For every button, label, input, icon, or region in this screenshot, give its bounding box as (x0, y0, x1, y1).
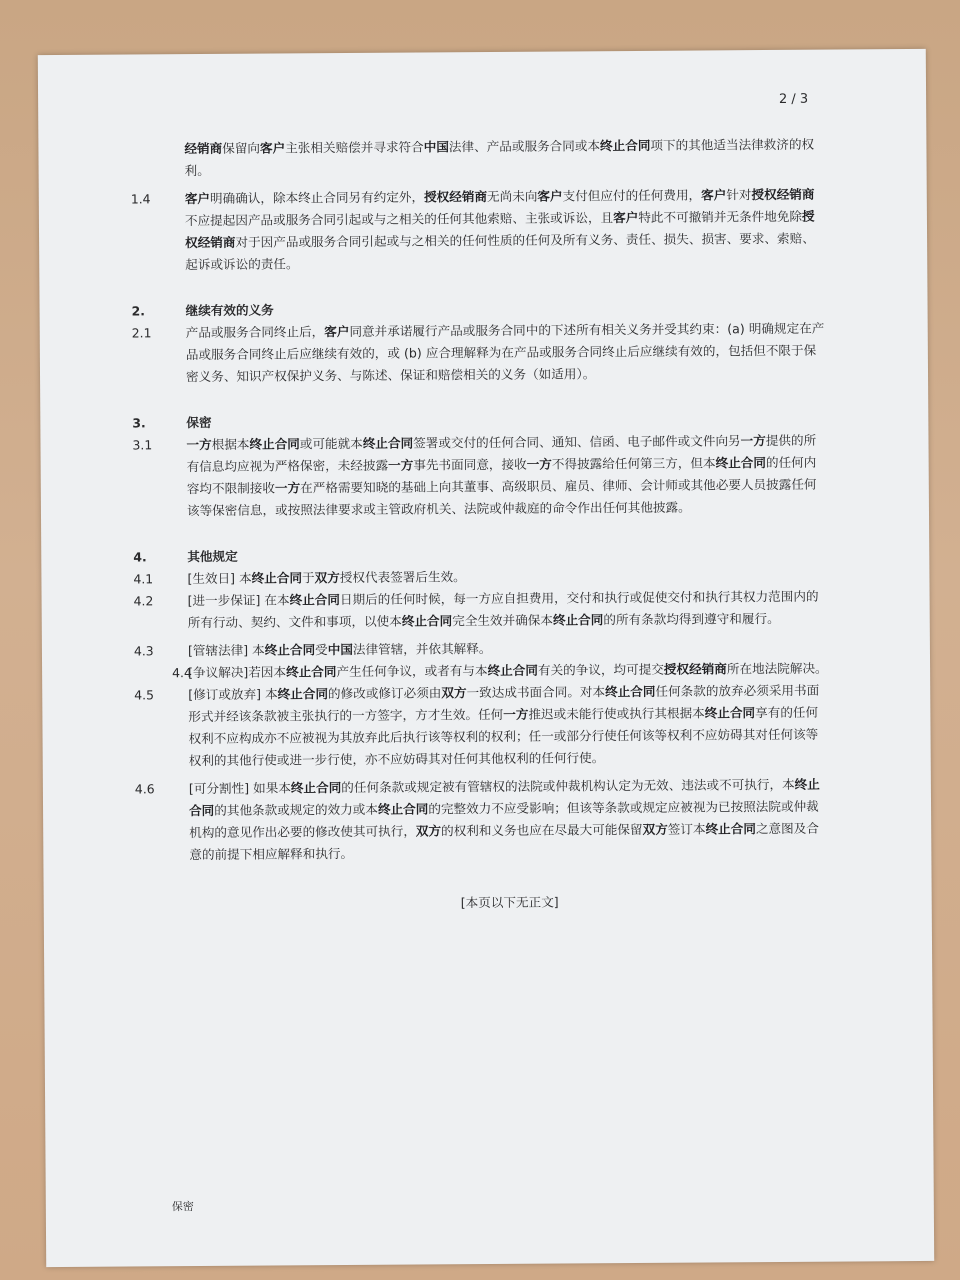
text-run: 完全生效并确保本 (452, 612, 554, 629)
text-run: 的所有条款均得到遵守和履行。 (603, 610, 780, 628)
text-run: 日期后的任何时候，每一方应自担费用，交付和执行或促使交付和执行其权力范围内的所有行动、契约、文件和事项，以使本 (187, 588, 819, 631)
text-run: [生效日] 本 (187, 570, 252, 587)
bold-term: 终止合同 (290, 780, 342, 796)
bold-term: 授权经销商 (663, 661, 727, 677)
bold-term: 一方 (388, 457, 414, 473)
bold-term: 终止合同 (605, 683, 656, 700)
bold-term: 授权经销商 (751, 186, 815, 203)
bold-term: 客户 (324, 323, 350, 340)
text-run: 授权代表签署后生效。 (339, 569, 466, 586)
section-number: 2. (131, 303, 145, 319)
text-run: 根据本 (211, 436, 250, 452)
bold-term: 双方 (441, 685, 467, 701)
bold-term: 终止合同 (552, 612, 604, 628)
clause-1-4 (131, 184, 826, 277)
bold-term: 客户 (701, 187, 727, 203)
bold-term: 一方 (740, 433, 766, 449)
bold-term: 终止合同 (715, 455, 767, 471)
section-title: 保密 (186, 414, 212, 431)
text-run: 推迟或未能行使或执行其根据本 (528, 705, 705, 722)
text-run: 的任何内容均不限制接收 (186, 454, 817, 497)
bold-term: 双方 (314, 570, 340, 586)
text-run: 项下的其他适当法律救济的权利。 (184, 136, 815, 179)
bold-term: 客户 (184, 190, 211, 207)
bold-term: 一方 (526, 456, 552, 472)
bold-term: 授权经销商 (185, 208, 815, 251)
bold-term: 终止合同 (487, 662, 538, 678)
clause-number: 4.3 (133, 643, 154, 659)
bold-term: 终止合同 (401, 613, 453, 629)
clause-number: 4.6 (134, 781, 155, 797)
bold-term: 终止合同 (251, 570, 303, 586)
clause-1-3-text (184, 134, 824, 182)
end-of-text-note: [本页以下无正文] (460, 894, 559, 911)
text-run: 产生任何争议，或者有与本 (336, 662, 488, 680)
bold-term: 中国 (327, 641, 353, 658)
bold-term: 终止合同 (264, 642, 316, 658)
bold-term: 授权经销商 (424, 188, 488, 205)
text-run: [进一步保证] 在本 (187, 592, 290, 609)
clause-4-2-text (188, 586, 828, 634)
clause-3-1-text (186, 430, 827, 522)
clause-4-6 (135, 774, 830, 867)
clause-4-5 (134, 680, 829, 773)
bold-term: 终止合同 (705, 821, 756, 837)
clause-2-1-text (186, 318, 826, 388)
text-run: 的完整效力不应受影响；但该等条款或规定应被视为已按照法院或仲裁机构的意见作出必要的修改使其可执行， (189, 798, 819, 841)
text-run: 在严格需要知晓的基础上向其董事、高级职员、雇员、律师、会计师或其他必要人员披露任何该等保密信息，或按照法律要求或主管政府机关、法院或仲裁庭的命令作出任何其他披露。 (186, 476, 817, 519)
text-run: 一致达成书面合同。对本 (466, 684, 606, 701)
bold-term: 终止合同 (599, 137, 651, 154)
text-run: [争议解决]若因本 (188, 664, 287, 681)
bold-term: 一方 (186, 436, 212, 453)
text-run: 受 (315, 642, 328, 658)
text-run: 法律、产品或服务合同或本 (448, 138, 601, 155)
clause-2-1 (132, 318, 826, 389)
text-run: 保留向 (222, 140, 261, 156)
section-title: 其他规定 (187, 548, 238, 565)
clause-number: 4.1 (133, 571, 154, 587)
section-number: 3. (132, 415, 146, 431)
clause-1-4-text (185, 184, 826, 276)
text-run: 的修改或修订必须由 (327, 685, 442, 702)
bold-term: 终止合同 (277, 686, 329, 702)
clause-number: 4.4 (172, 665, 192, 681)
clause-number: 4.5 (134, 687, 155, 703)
clause-number: 2.1 (131, 325, 152, 341)
clause-4-2 (134, 586, 828, 635)
text-run: [管辖法律] 本 (187, 642, 265, 659)
page-number: 2 / 3 (778, 91, 809, 107)
text-run: 提供的所有信息均应视为严格保密，未经披露 (186, 432, 817, 475)
document-body (130, 134, 829, 917)
text-run: 享有的任何权利不应构成亦不应被视为其放弃此后执行该等权利的权利；任一或部分行使任何该等权利不应妨碍其对任何该等权利的其他行使或进一步行使，亦不应妨碍其对任何其他权利的任何行使。 (188, 704, 819, 769)
section-title: 继续有效的义务 (185, 302, 274, 319)
bold-term: 终止合同 (249, 436, 300, 452)
clause-3-1 (132, 430, 827, 523)
clause-4-6-text (189, 774, 830, 866)
text-run: 不应提起因产品或服务合同引起或与之相关的任何其他索赔、主张或诉讼，且 (184, 210, 614, 229)
text-run: 事先书面同意，接收 (413, 456, 527, 473)
bold-term: 双方 (415, 823, 442, 839)
text-run: 于 (301, 570, 315, 586)
text-run: 签署或交付的任何合同、通知、信函、电子邮件或文件向另 (413, 433, 741, 451)
text-run: 对于因产品或服务合同引起或与之相关的任何性质的任何及所有义务、责任、损失、损害、要求、索赔、起诉或诉讼的责任。 (185, 230, 815, 273)
bold-term: 客户 (613, 209, 639, 226)
text-run: 签订本 (667, 821, 706, 837)
text-run: 支付但应付的任何费用， (562, 187, 702, 204)
text-run: 所在地法院解决。 (726, 660, 828, 677)
bold-term: 终止合同 (286, 664, 337, 680)
bold-term: 终止合同 (289, 592, 341, 608)
text-run: 有关的争议，均可提交 (537, 661, 664, 678)
bold-term: 终止合同 (362, 435, 414, 451)
bold-term: 终止合同 (704, 705, 756, 721)
text-run: 针对 (726, 187, 752, 203)
text-run: 的权利和义务也应在尽最大可能保留 (441, 821, 643, 839)
text-run: 同意并承诺履行产品或服务合同中的下述所有相关义务并受其约束：(a) 明确规定在产品或服务合同终止后应继续有效的，或 (b) 应合理解释为在产品或服务合同终止后应继续有效的，包括但不限于保密义务、知识产权保护义务、与陈述、保证和赔偿相关的义务（如适用）。 (185, 320, 825, 385)
clause-number: 4.2 (133, 593, 154, 609)
text-run: 的任何条款或规定被有管辖权的法院或仲裁机构认定为无效、违法或不可执行，本 (341, 776, 795, 796)
text-run: 不得披露给任何第三方，但本 (551, 455, 716, 472)
clause-number: 1.4 (130, 191, 151, 207)
text-run: 法律管辖，并依其解释。 (352, 640, 492, 657)
clause-4-5-text (188, 680, 829, 772)
bold-term: 终止合同 (189, 776, 820, 819)
text-run: [修订或放弃] 本 (188, 686, 278, 703)
bold-term: 客户 (537, 188, 563, 204)
bold-term: 经销商 (184, 140, 223, 157)
confidential-footer: 保密 (171, 1200, 194, 1214)
bold-term: 终止合同 (377, 801, 429, 817)
text-run: 无尚未向 (486, 188, 538, 204)
text-run: 特此不可撤销并无条件地免除 (638, 208, 803, 225)
bold-term: 中国 (423, 139, 449, 155)
document-page (38, 49, 934, 1267)
text-run: 产品或服务合同终止后， (185, 324, 325, 341)
text-run: 之意图及合意的前提下相应解释和执行。 (189, 820, 819, 863)
bold-term: 客户 (259, 140, 286, 156)
bold-term: 一方 (274, 480, 301, 496)
bold-term: 一方 (503, 706, 529, 722)
bold-term: 双方 (642, 821, 668, 837)
text-run: 主张相关赔偿并寻求符合 (285, 139, 424, 156)
text-run: [可分割性] 如果本 (188, 780, 291, 797)
text-run: 明确确认，除本终止合同另有约定外， (209, 189, 425, 206)
clause-1-3-continuation (130, 134, 824, 183)
clause-number: 3.1 (132, 437, 153, 453)
text-run: 或可能就本 (299, 435, 363, 452)
text-run: 任何条款的放弃必须采用书面形式并经该条款被主张执行的一方签字，方才生效。任何 (188, 682, 820, 725)
section-number: 4. (133, 549, 147, 565)
text-run: 的其他条款或规定的效力或本 (214, 801, 379, 818)
